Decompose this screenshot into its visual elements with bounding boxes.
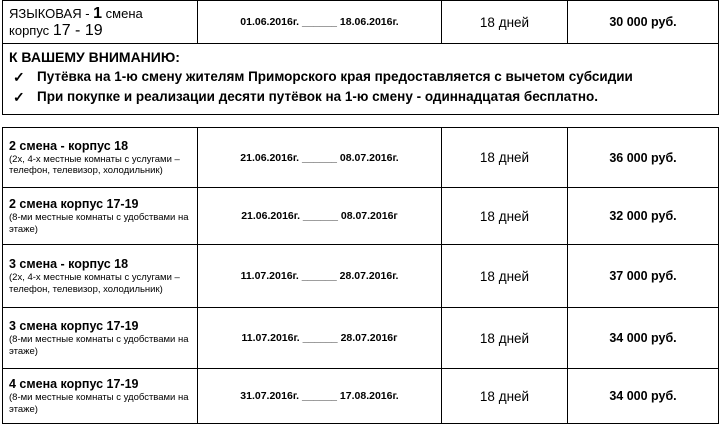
shift-name: 3 смена - корпус 18 (9, 257, 129, 271)
notice-item-text: При покупке и реализации десяти путёвок на 1-ю смену - одиннадцатая бесплатно. (37, 89, 599, 104)
shift-name: 2 смена - корпус 18 (9, 138, 129, 153)
table-row-language-shift (3, 1, 719, 44)
shift-room-description: (2х, 4-х местные комнаты с услугами – телефон, телевизор, холодильник) (9, 272, 180, 295)
shift-number: 1 (93, 5, 103, 22)
shift-name-cell (3, 1, 198, 44)
check-icon: ✓ (13, 89, 25, 105)
price-table (2, 0, 719, 424)
shift-dates: 11.07.2016г. ______ 28.07.2016г (198, 308, 442, 369)
notice-block (3, 44, 719, 115)
shift-room-description: (8-ми местные комнаты с удобствами на этаже) (9, 392, 189, 415)
shift-name: 4 смена корпус 17-19 (9, 377, 139, 391)
notice-item (9, 67, 712, 87)
shift-building-number: 17 - 19 (52, 22, 103, 39)
shift-price: 30 000 руб. (568, 1, 719, 44)
table-row (3, 128, 719, 188)
shift-price: 34 000 руб. (568, 308, 719, 369)
shift-name: 2 смена корпус 17-19 (9, 197, 139, 211)
notice-item (9, 87, 712, 107)
spacer-row (3, 115, 719, 128)
shift-name-cell (3, 188, 198, 245)
notice-title: К ВАШЕМУ ВНИМАНИЮ: (9, 49, 180, 65)
check-icon: ✓ (13, 69, 25, 85)
shift-name-cell (3, 128, 198, 188)
table-row (3, 245, 719, 308)
shift-name-cell (3, 308, 198, 369)
shift-building-label: корпус (9, 23, 53, 38)
shift-name-cell (3, 369, 198, 424)
spacer-cell (3, 115, 719, 128)
notice-item-text: Путёвка на 1-ю смену жителям Приморского края предоставляется с вычетом субсидии (37, 69, 633, 84)
table-row (3, 369, 719, 424)
shift-price: 34 000 руб. (568, 369, 719, 424)
shift-dates: 01.06.2016г. ______ 18.06.2016г. (198, 1, 442, 44)
table-row (3, 308, 719, 369)
shift-name-line1 (9, 5, 191, 22)
shift-duration: 18 дней (442, 1, 568, 44)
shift-room-description: (8-ми местные комнаты с удобствами на этаже) (9, 212, 189, 235)
shift-dates: 11.07.2016г. ______ 28.07.2016г. (198, 245, 442, 308)
shift-price: 36 000 руб. (568, 128, 719, 188)
shift-dates: 31.07.2016г. ______ 17.08.2016г. (198, 369, 442, 424)
shift-duration: 18 дней (442, 245, 568, 308)
shift-name-cell (3, 245, 198, 308)
shift-duration: 18 дней (442, 128, 568, 188)
shift-name-part: смена (102, 6, 143, 21)
shift-name-line2 (9, 22, 191, 39)
table-row (3, 188, 719, 245)
notice-row (3, 44, 719, 115)
shift-duration: 18 дней (442, 369, 568, 424)
shift-price: 32 000 руб. (568, 188, 719, 245)
shift-name: 3 смена корпус 17-19 (9, 319, 139, 333)
shift-duration: 18 дней (442, 188, 568, 245)
price-sheet (2, 0, 718, 425)
shift-price: 37 000 руб. (568, 245, 719, 308)
shift-dates: 21.06.2016г. ______ 08.07.2016г. (198, 128, 442, 188)
shift-name-part: ЯЗЫКОВАЯ - (9, 6, 94, 21)
shift-room-description: (2х, 4-х местные комнаты с услугами – телефон, телевизор, холодильник) (9, 153, 180, 176)
shift-dates: 21.06.2016г. ______ 08.07.2016г (198, 188, 442, 245)
shift-room-description: (8-ми местные комнаты с удобствами на этаже) (9, 334, 189, 357)
shift-duration: 18 дней (442, 308, 568, 369)
